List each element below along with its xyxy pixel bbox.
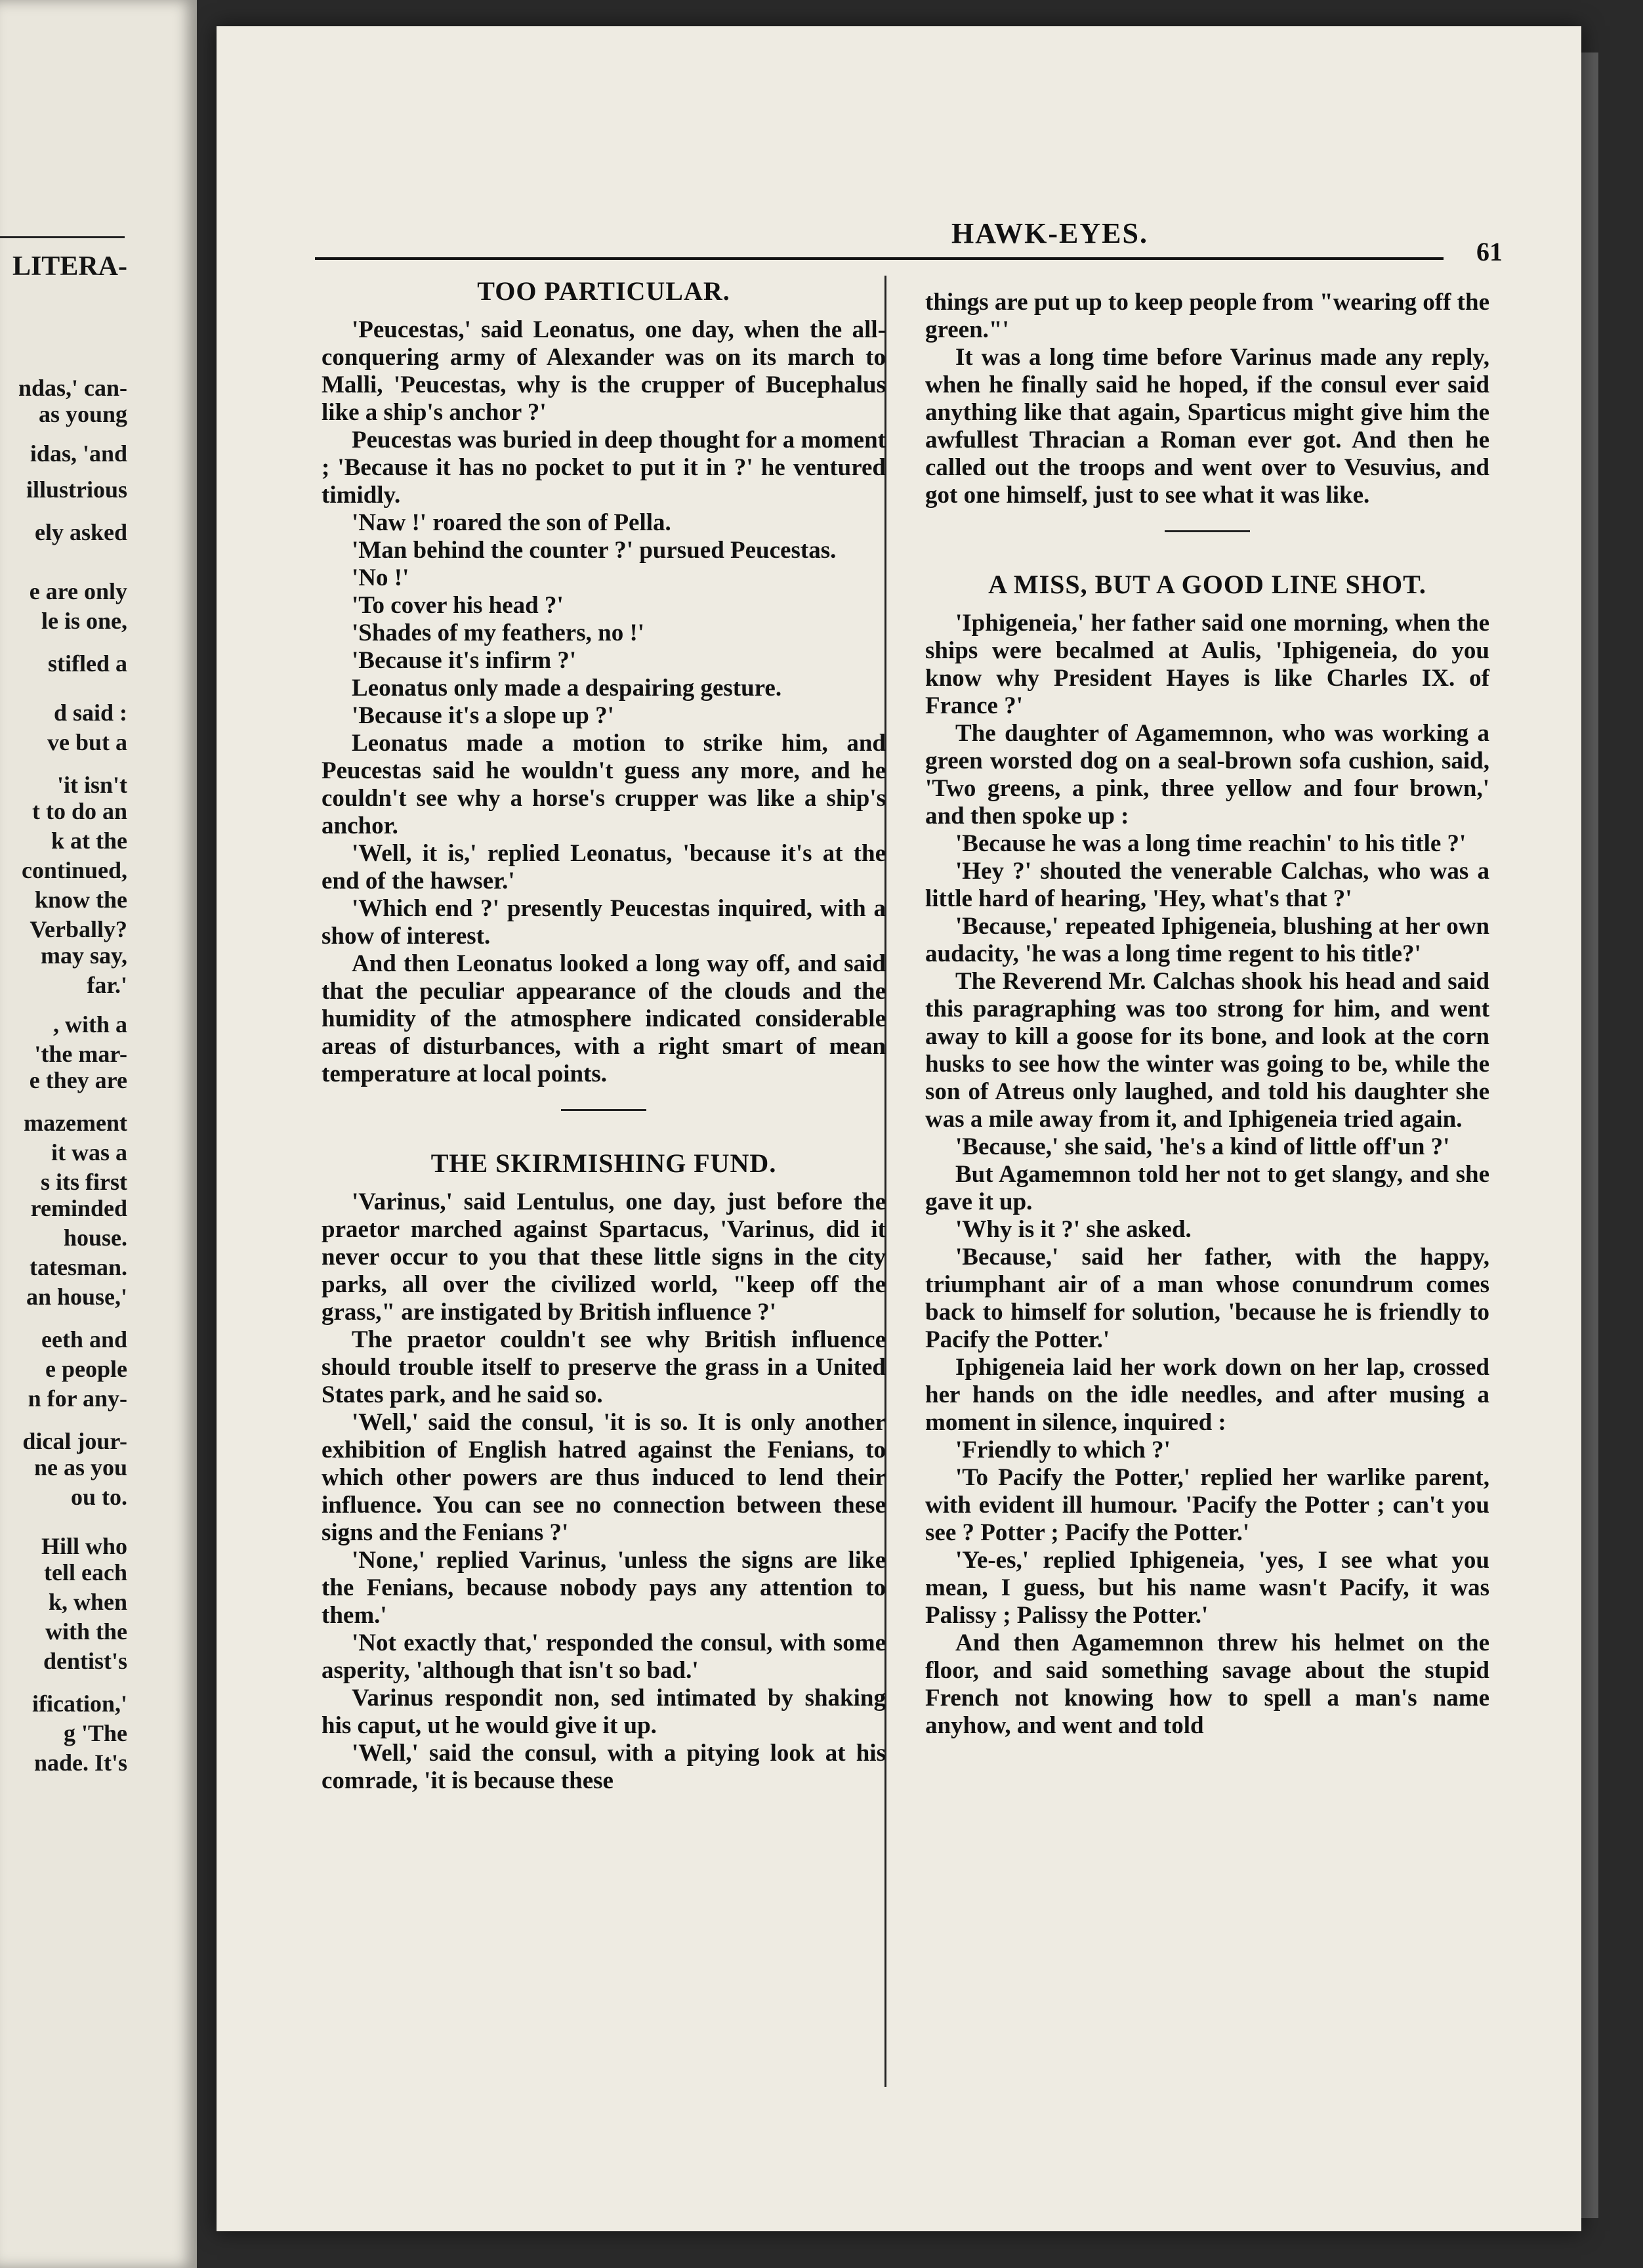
paragraph: 'Because it's a slope up ?' [352,702,614,729]
previous-page-line: continued, [21,857,127,883]
paragraph: 'Shades of my feathers, no !' [352,620,645,646]
page-shadow [1581,52,1598,2218]
previous-page-line: n for any- [28,1385,127,1412]
paragraph: 'No !' [352,564,409,591]
paragraph: Iphigeneia laid her work down on her lap, crossed her hands on the idle needles, and after musing a moment in silence, inquired : [925,1354,1489,1436]
previous-page-line: LITERA- [12,251,127,282]
previous-page-line: k at the [51,828,127,854]
previous-page-line: dentist's [43,1648,127,1674]
paragraph: 'Naw !' roared the son of Pella. [352,509,671,536]
previous-page-line: nade. It's [33,1750,127,1776]
previous-page-line: know the [34,887,127,913]
previous-page-line: an house,' [26,1284,127,1310]
paragraph: The praetor couldn't see why British influence should trouble itself to preserve the grass in a United States park, and he said so. [322,1326,886,1408]
story-separator [1165,530,1250,532]
previous-page-line: with the [45,1618,127,1645]
previous-page-line: eeth and [41,1326,127,1353]
header-rule [315,257,1444,260]
previous-page-line: e they are [29,1067,127,1093]
paragraph: 'Varinus,' said Lentulus, one day, just before the praetor marched against Spartacus, 'Varinus, did it never occur to you that these little signs in the city parks, all over the civilized world, "keep off the grass," are instigated by British influence ?' [322,1188,886,1326]
paragraph: Varinus respondit non, sed intimated by shaking his caput, ut he would give it up. [322,1685,886,1739]
paragraph: Leonatus made a motion to strike him, and Peucestas said he wouldn't guess any more, and he couldn't see why a horse's crupper was like a ship's anchor. [322,730,886,839]
previous-page-rule [0,236,125,238]
previous-page-line: 'the mar- [34,1041,127,1067]
paragraph: But Agamemnon told her not to get slangy, and she gave it up. [925,1161,1489,1215]
paragraph: 'To Pacify the Potter,' replied her warlike parent, with evident ill humour. 'Pacify the Potter ; can't you see ? Potter ; Pacify the Potter.' [925,1464,1489,1546]
previous-page-line: as young [38,401,127,427]
previous-page-line: far.' [87,972,127,998]
previous-page-line: g 'The [63,1720,127,1746]
paragraph: 'Because he was a long time reachin' to his title ?' [955,830,1466,857]
story-title-skirmishing-fund: THE SKIRMISHING FUND. [430,1148,777,1178]
previous-page-line: le is one, [41,608,127,634]
paragraph: And then Leonatus looked a long way off, and said that the peculiar appearance of the clouds and the humidity of the atmosphere indicated considerable areas of disturbances, with a right smart of mean temperature at local points. [322,950,886,1087]
previous-page-line: tell each [44,1559,127,1586]
page-number: 61 [1476,237,1503,266]
story-skirmishing-fund [322,1188,886,1795]
paragraph: 'Because,' said her father, with the happy, triumphant air of a man whose conundrum comes back to himself for solution, 'because he is friendly to Pacify the Potter.' [925,1244,1489,1353]
previous-page-line: ou to. [70,1484,127,1510]
right-column [925,289,1489,1740]
paragraph: 'Peucestas,' said Leonatus, one day, when the all-conquering army of Alexander was on its march to Malli, 'Peucestas, why is the crupper of Bucephalus like a ship's anchor ?' [322,316,886,426]
previous-page-line: dical jour- [22,1428,127,1454]
previous-page-line: illustrious [26,476,127,503]
story-too-particular [322,316,886,1088]
previous-page-line: may say, [40,942,127,969]
previous-page-line: ification,' [32,1690,127,1717]
paragraph: 'Hey ?' shouted the venerable Calchas, who was a little hard of hearing, 'Hey, what's that ?' [925,858,1489,912]
previous-page-line: 'it isn't [56,772,127,798]
previous-page-line: e people [45,1356,127,1382]
paragraph: 'Man behind the counter ?' pursued Peucestas. [352,537,837,564]
paragraph: 'Because,' she said, 'he's a kind of little off'un ?' [955,1133,1450,1160]
previous-page-line: t to do an [31,798,127,824]
previous-page-line: Verbally? [30,916,127,942]
paragraph: things are put up to keep people from "wearing off the green."' [925,289,1489,343]
paragraph: It was a long time before Varinus made any reply, when he finally said he hoped, if the consul ever said anything like that again, Sparticus might give him the awfullest Thracian a Roman ever got. And then he called out the troops and went over to Vesuvius, and got one himself, just to see what it was like. [925,344,1489,509]
previous-page-line: d said : [53,700,127,726]
paragraph: 'Why is it ?' she asked. [955,1216,1192,1243]
paragraph: 'Because,' repeated Iphigeneia, blushing at her own audacity, 'he was a long time regent to his title?' [925,913,1489,967]
paragraph: And then Agamemnon threw his helmet on the floor, and said something savage about the stupid French not knowing how to spell a man's name anyhow, and went and told [925,1629,1489,1739]
paragraph: 'Iphigeneia,' her father said one morning, when the ships were becalmed at Aulis, 'Iphigeneia, do you know why President Hayes is like Charles IX. of France ?' [925,610,1489,719]
previous-page-line: house. [63,1225,127,1251]
previous-page-line: idas, 'and [30,440,127,467]
previous-page-line: it was a [51,1139,127,1166]
paragraph: The daughter of Agamemnon, who was working a green worsted dog on a seal-brown sofa cushion, said, 'Two greens, a pink, three yellow and four brown,' and then spoke up : [925,720,1489,830]
story-title-a-miss: A MISS, BUT A GOOD LINE SHOT. [988,570,1426,599]
left-column [322,276,886,1795]
paragraph: 'Not exactly that,' responded the consul, with some asperity, 'although that isn't so bad.' [322,1629,886,1684]
previous-page-line: ne as you [33,1454,127,1480]
paragraph: Leonatus only made a despairing gesture. [352,675,782,702]
previous-page-line: stifled a [48,650,127,677]
previous-page-line: tatesman. [30,1254,127,1280]
story-separator [561,1109,646,1111]
previous-page-line: ely asked [34,519,127,545]
paragraph: 'Well,' said the consul, 'it is so. It is only another exhibition of English hatred against the Fenians, to which other powers are thus induced to lend their influence. You can see no connection between these signs and the Fenians ?' [322,1409,886,1546]
previous-page-line: ve but a [47,729,127,755]
previous-page-line: s its first [41,1169,127,1195]
previous-page-line: mazement [24,1110,127,1136]
previous-page-line: , with a [52,1011,127,1038]
paragraph: 'Ye-es,' replied Iphigeneia, 'yes, I see what you mean, I guess, but his name wasn't Pacify, it was Palissy ; Palissy the Potter.' [925,1547,1489,1629]
story-a-miss-but-a-good-line-shot [925,610,1489,1740]
paragraph: 'Friendly to which ?' [955,1437,1171,1463]
previous-page-line: reminded [30,1195,127,1221]
paragraph: 'Well,' said the consul, with a pitying look at his comrade, 'it is because these [322,1740,886,1794]
previous-page-edge [0,0,197,2268]
paragraph: 'Which end ?' presently Peucestas inquired, with a show of interest. [322,895,886,950]
previous-page-line: k, when [48,1589,127,1615]
story-continuation [925,289,1489,509]
paragraph: The Reverend Mr. Calchas shook his head and said this paragraphing was too strong for him, and went away to kill a goose for its bone, and look at the corn husks to see how the winter was going to be, while the son of Atreus only laughed, and told his daughter she was a mile away from it, and Iphigeneia tried again. [925,968,1489,1133]
previous-page-line: ndas,' can- [18,375,127,401]
running-head: HAWK-EYES. [951,217,1148,249]
previous-page-line: e are only [29,578,127,604]
paragraph: 'Well, it is,' replied Leonatus, 'because it's at the end of the hawser.' [322,840,886,894]
paragraph: 'None,' replied Varinus, 'unless the signs are like the Fenians, because nobody pays any attention to them.' [322,1547,886,1629]
paragraph: Peucestas was buried in deep thought for a moment ; 'Because it has no pocket to put it in ?' he ventured timidly. [322,427,886,509]
newspaper-page [217,26,1581,2231]
story-title-too-particular: TOO PARTICULAR. [477,276,730,306]
paragraph: 'Because it's infirm ?' [352,647,577,674]
previous-page-line: Hill who [41,1533,127,1559]
paragraph: 'To cover his head ?' [352,592,564,619]
